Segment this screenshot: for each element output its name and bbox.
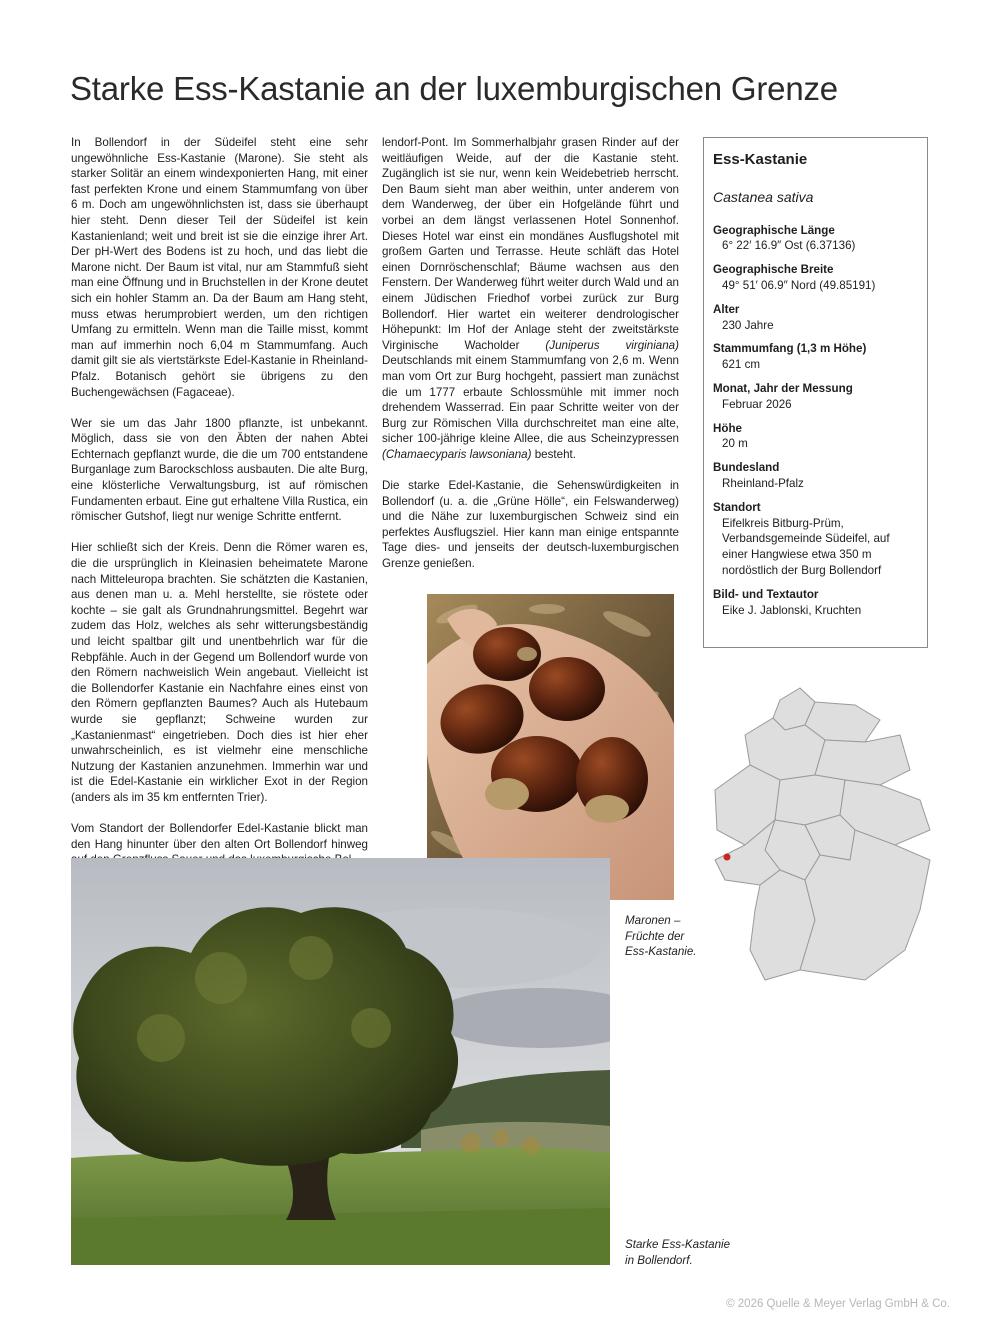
info-field (713, 302, 918, 334)
paragraph: In Bollendorf in der Südeifel steht eine sehr ungewöhnliche Ess-Kastanie (Marone). Sie steht als starker Solitär an einem windexponierten Hang, mit einer fast perfekten Krone und einem Stammumfang von über 6 m. Doch am ungewöhnlichsten ist, dass sie überhaupt hier steht. Denn dieser Teil der Südeifel ist kein Kastanienland; weit und breit ist sie die einzige ihrer Art. Der pH-Wert des Bodens ist zu hoch, und das liebt die Marone nicht. Der Baum ist vital, nur am Stammfuß sieht man eine Öffnung und in Bruchstellen in der Krone deutet sich ein hohler Stamm an. Da der Baum am Hang steht, muss etwas herumprobiert werden, um den richtigen Umfang zu ermitteln. Wenn man die Taille misst, kommt man auf immerhin noch 6,04 m Stammumfang. Auch damit gilt sie als viertstärkste Edel-Kastanie in Rheinland-Pfalz. Botanisch gehört sie übrigens zu den Buchengewächsen (Fagaceae). (71, 136, 368, 399)
article-column-2 (382, 135, 679, 587)
info-field-value: Eike J. Jablonski, Kruchten (722, 603, 862, 617)
latin-name: (Juniperus virginiana) (545, 338, 679, 352)
paragraph: Die starke Edel-Kastanie, die Sehenswürdigkeiten in Bollendorf (u. a. die „Grüne Hölle“, ein Felswanderweg) und die Nähe zur luxemburgischen Schweiz sind ein perfektes Ausflugsziel. Hier kann man einige entspannte Tage dies- und jenseits der deutsch-luxemburgischen Grenze genießen. (382, 479, 679, 571)
info-field (713, 500, 918, 579)
caption-line: in Bollendorf. (625, 1253, 693, 1267)
tree-photo (71, 858, 610, 1265)
info-field-label: Stammumfang (1,3 m Höhe) (713, 342, 867, 356)
info-field-value: 6° 22′ 16.9″ Ost (6.37136) (722, 239, 856, 253)
germany-map-icon (705, 680, 945, 1000)
tree-illustration (71, 858, 610, 1265)
info-field (713, 262, 918, 294)
chestnut-illustration (427, 594, 674, 900)
info-field-label: Geographische Länge (713, 223, 835, 237)
info-field (713, 587, 918, 619)
tree-caption (625, 1237, 785, 1268)
info-field (713, 421, 918, 453)
info-field-value: Verbandsgemeinde Südeifel, auf (722, 532, 890, 546)
paragraph: Wer sie um das Jahr 1800 pflanzte, ist unbekannt. Möglich, dass sie von den Äbten der nahen Abtei Echternach gepflanzt wurde, die die um 700 entstandene Burganlage zum Barockschloss ausbauten. Die alte Burg, eine klösterliche Verwaltungsburg, ist auf römischen Fundamenten erbaut. Eine gut erhaltene Villa Rustica, ein römischer Gutshof, liegt nur wenige Schritte entfernt. (71, 416, 368, 524)
caption-line: Starke Ess-Kastanie (625, 1238, 731, 1251)
info-field-value: 20 m (722, 437, 748, 451)
info-field-label: Alter (713, 302, 740, 316)
info-field-value: 621 cm (722, 358, 761, 372)
info-field-label: Bundesland (713, 461, 780, 475)
germany-map (705, 680, 945, 1000)
chestnut-photo (425, 592, 676, 902)
info-field-label: Bild- und Textautor (713, 587, 819, 601)
page-title: Starke Ess-Kastanie an der luxemburgischen Grenze (70, 70, 838, 107)
info-title: Ess-Kastanie (713, 151, 808, 168)
copyright: © 2026 Quelle & Meyer Verlag GmbH & Co. (726, 1298, 950, 1310)
caption-line: Maronen – (625, 914, 681, 927)
latin-name: (Chamaecyparis lawsoniana) (382, 447, 532, 461)
article-column-1 (71, 135, 368, 884)
paragraph (382, 135, 679, 462)
info-field-value: Eifelkreis Bitburg-Prüm, (722, 516, 844, 530)
text-run: besteht. (531, 447, 576, 461)
info-fields (713, 223, 918, 619)
info-latin-name: Castanea sativa (713, 188, 814, 205)
info-box (703, 137, 928, 648)
info-field-label: Monat, Jahr der Messung (713, 381, 853, 395)
info-field-value: einer Hangwiese etwa 350 m (722, 548, 872, 562)
paragraph: Hier schließt sich der Kreis. Denn die Römer waren es, die die ursprünglich in Kleinasien beheimatete Marone nach Mitteleuropa brachten. Sie schätzten die Kastanien, aus denen man u. a. Mehl herstellte, sie röstete oder kochte – sie galt als Grundnahrungsmittel. Begehrt war zudem das Holz, welches als sehr witterungsbeständig und leicht spaltbar gilt und unentbehrlich war für die Rebpfähle. Auch in der Gegend um Bollendorf wurde von den Römern nachweislich Wein angebaut. Vielleicht ist die Bollendorfer Kastanie ein Nachfahre eines einst von den Römern gepflanzten Baumes? Auch als Hutebaum wurde sie gepflanzt; Schweine wurden zur „Kastanienmast“ eingetrieben. Doch dies ist hier eher unwahrscheinlich, es ist vielmehr eine menschliche Nutzung der Kastanien anzunehmen. Immerhin war und ist die Edel-Kastanie ein wirklicher Exot in der Region (anders als im 35 km entfernten Trier). (71, 541, 368, 804)
info-field-label: Höhe (713, 421, 742, 435)
info-field-value: Februar 2026 (722, 397, 792, 411)
info-field-value: nordöstlich der Burg Bollendorf (722, 563, 882, 577)
caption-line: Früchte der (625, 929, 685, 943)
info-field-value: 230 Jahre (722, 318, 774, 332)
info-field (713, 381, 918, 413)
caption-line: Ess-Kastanie. (625, 945, 697, 959)
text-run: lendorf-Pont. Im Sommerhalbjahr grasen Rinder auf der weitläufigen Weide, auf der die Kastanie steht. Zugänglich ist sie nur, wenn kein Weidebetrieb herrscht. Den Baum sieht man aber weithin, unter anderem von dem Wanderweg, der über ein Hofgelände führt und vorbei an dem längst verlassenen Hotel Sonnenhof. Dieses Hotel war einst ein mondänes Ausflugshotel mit großem Garten und Terrasse. Heute schläft das Hotel einen Dornröschenschlaf; Bäume wachsen aus den Fenstern. Der Wanderweg führt weiter durch Wald und an einem Jüdischen Friedhof vorbei zurück zur Burg Bollendorf. Hier wartet ein weiterer dendrologischer Höhepunkt: Im Hof der Anlage steht der zweitstärkste Virginische Wacholder (382, 136, 679, 352)
info-field (713, 223, 918, 255)
info-field-value: 49° 51′ 06.9″ Nord (49.85191) (722, 278, 876, 292)
info-field (713, 460, 918, 492)
location-marker (724, 854, 731, 861)
info-field-label: Geographische Breite (713, 263, 834, 277)
info-field (713, 341, 918, 373)
paragraph: Vom Standort der Bollendorfer Edel-Kastanie blickt man den Hang hinunter über den alten Ort Bollendorf hinweg (71, 822, 368, 851)
info-field-value: Rheinland-Pfalz (722, 476, 804, 490)
info-field-label: Standort (713, 500, 761, 514)
text-run: Deutschlands mit einem Stammumfang von 2,6 m. Wenn man vom Ort zur Burg hochgeht, passiert man zunächst die um 1777 erbaute Schlossmühle mit immer noch drehendem Wasserrad. Ein paar Schritte weiter von der Burg zur Römischen Villa durchschreitet man eine alte, sicher 100-jährige kleine Allee, die aus Scheinzypressen (382, 354, 679, 446)
